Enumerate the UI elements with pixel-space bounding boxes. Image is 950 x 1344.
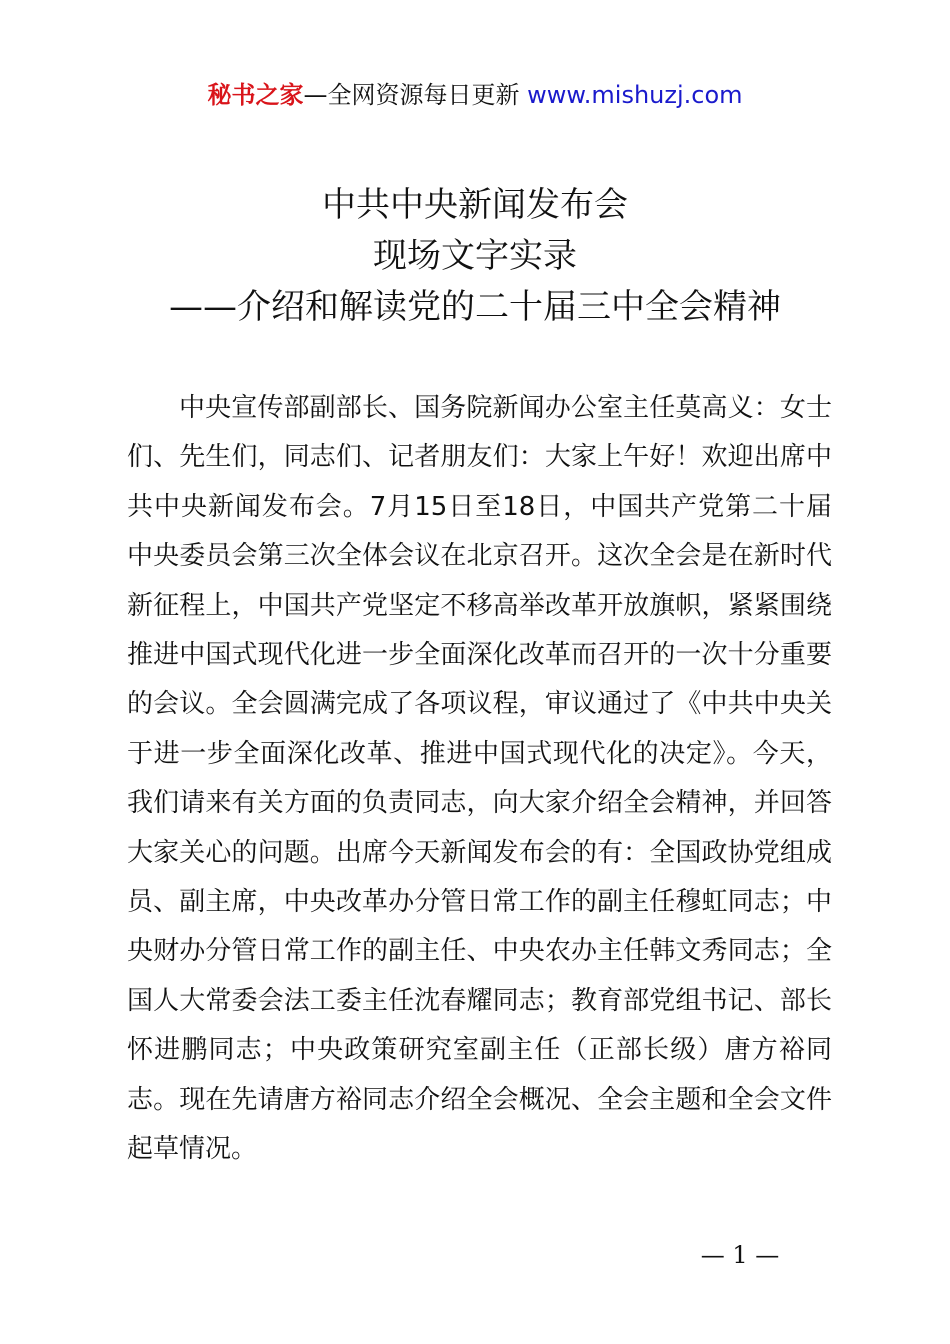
document-title: [0, 180, 950, 333]
page-number: — 1 —: [700, 1241, 780, 1269]
body-paragraph: 中央宣传部副部长、国务院新闻办公室主任莫高义：女士们、先生们，同志们、记者朋友们：大家上午好！欢迎出席中共中央新闻发布会。7月15日至18日，中国共产党第二十届中央委员会第三次全体会议在北京召开。这次全会是在新时代新征程上，中国共产党坚定不移高举改革开放旗帜，紧紧围绕推进中国式现代化进一步全面深化改革而召开的一次十分重要的会议。全会圆满完成了各项议程，审议通过了《中共中央关于进一步全面深化改革、推进中国式现代化的决定》。今天，我们请来有关方面的负责同志，向大家介绍全会精神，并回答大家关心的问题。出席今天新闻发布会的有：全国政协党组成员、副主席，中央改革办分管日常工作的副主任穆虹同志；中央财办分管日常工作的副主任、中央农办主任韩文秀同志；全国人大常委会法工委主任沈春耀同志；教育部党组书记、部长怀进鹏同志；中央政策研究室副主任（正部长级）唐方裕同志。现在先请唐方裕同志介绍全会概况、全会主题和全会文件起草情况。: [127, 393, 832, 1165]
title-line-2: 现场文字实录: [373, 236, 577, 276]
site-header: [0, 78, 950, 112]
site-url-link[interactable]: www.mishuzj.com: [527, 81, 743, 109]
title-line-3: ——介绍和解读党的二十届三中全会精神: [169, 287, 781, 327]
header-tagline: —全网资源每日更新: [303, 81, 520, 109]
brand-name: 秘书之家: [207, 81, 304, 109]
title-line-1: 中共中央新闻发布会: [322, 185, 628, 225]
